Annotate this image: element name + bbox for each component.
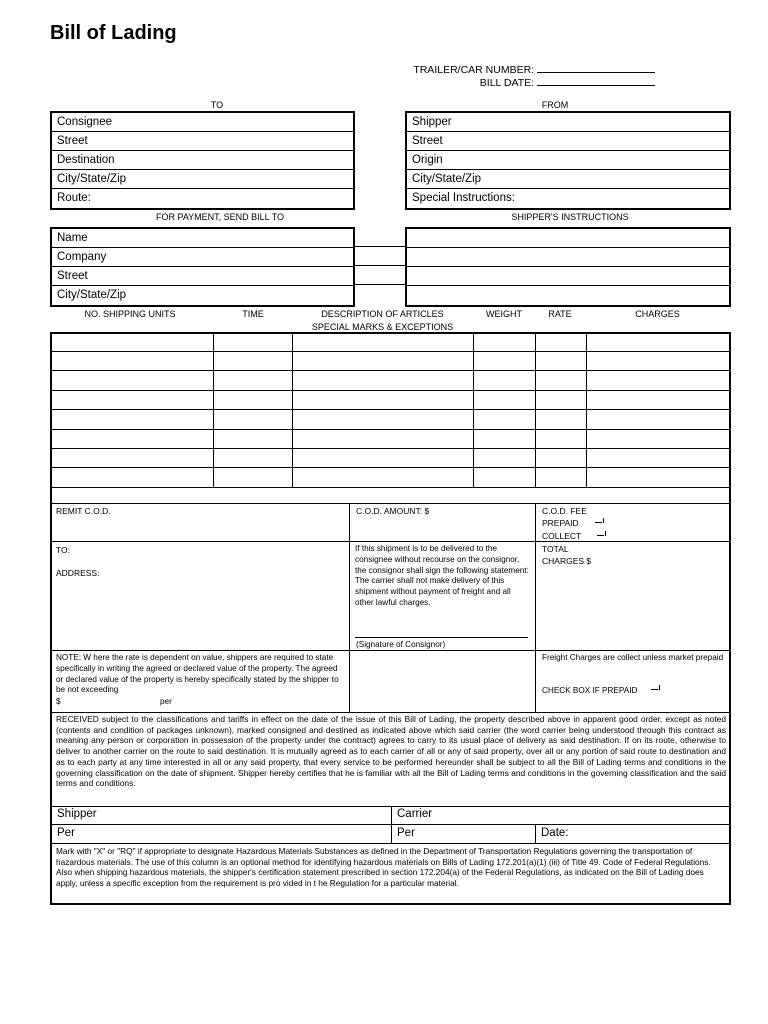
shipper-signature-field[interactable]: Shipper	[57, 808, 97, 820]
weight-column-header: WEIGHT	[486, 309, 522, 319]
consignor-signature-line[interactable]	[355, 637, 528, 638]
connector-line	[355, 265, 405, 266]
bill-to-city-field[interactable]: City/State/Zip	[57, 289, 127, 301]
consignor-statement: If this shipment is to be delivered to the consignee without recourse on the consignor, the consignor shall sign the following statement: The carrier shall not make delivery of this shipment without payment of freight and all other lawful charges.	[355, 544, 529, 607]
article-row-line	[51, 351, 730, 352]
shipper-instructions-box	[405, 227, 731, 307]
received-section-line	[51, 712, 730, 713]
signature-divider	[391, 806, 392, 843]
bill-to-street-field[interactable]: Street	[52, 267, 353, 286]
collect-label: COLLECT	[542, 531, 582, 541]
trailer-number-field[interactable]	[340, 62, 655, 76]
connector-line	[355, 246, 405, 247]
special-instructions-field[interactable]: Special Instructions:	[412, 192, 515, 204]
prepaid-checkbox-icon[interactable]	[595, 519, 604, 526]
destination-field[interactable]: Destination	[52, 151, 353, 170]
bill-to-name-field[interactable]: Name	[52, 229, 353, 248]
charges-column-header: CHARGES	[635, 309, 680, 319]
article-row-line	[51, 448, 730, 449]
payment-heading: FOR PAYMENT, SEND BILL TO	[155, 212, 285, 222]
freight-charges-note: Freight Charges are collect unless market prepaid	[542, 653, 724, 662]
signature-divider	[535, 824, 536, 843]
received-terms: RECEIVED subject to the classifications and tariffs in effect on the date of the issue of this Bill of Lading, the property described above in apparent good order, except as noted (contents and condition of packages unknown), marked consigned and destined as indicated above which said carrier (the word carrier being understood through this contract as meaning any person or corporation in possession of the property under the contract) agrees to carry to its usual place of delivery as said destination. If on its route, otherwise to deliver to another carrier on the route to said destination. It is mutually agreed as to each carrier of all or any of said property, over all or any portion of said route to destination and as to each party at any time interested in all or any said property, that every service to be performed hereunder shall be subject to all the Bill of Lading terms and conditions in the governing classification on the date of shipment. Shipper hereby certifies that he is familiar with all the Bill of Lading terms and conditions in the governing classification and the said terms and conditions.	[56, 714, 726, 789]
declared-value-dollar[interactable]: $	[56, 697, 61, 706]
carrier-per-field[interactable]: Per	[397, 827, 415, 839]
bill-date-field[interactable]	[340, 75, 655, 89]
cod-divider	[349, 503, 350, 712]
remit-cod-label[interactable]: REMIT C.O.D.	[56, 506, 111, 516]
total-charges-label[interactable]: CHARGES $	[542, 556, 592, 566]
check-prepaid-option[interactable]	[542, 686, 660, 697]
declared-value-per[interactable]: per	[160, 697, 172, 706]
instructions-line[interactable]	[407, 267, 729, 286]
shipper-street-field[interactable]: Street	[407, 132, 729, 151]
cod-collect-option[interactable]	[542, 531, 606, 542]
cod-prepaid-option[interactable]	[542, 518, 604, 529]
grid-column-line	[292, 333, 293, 488]
article-row-line	[51, 370, 730, 371]
from-heading: FROM	[541, 100, 569, 110]
page-title: Bill of Lading	[50, 22, 177, 44]
cod-section-line	[51, 503, 730, 504]
route-field[interactable]: Route:	[57, 192, 91, 204]
connector-line	[355, 284, 405, 285]
grid-column-line	[213, 333, 214, 488]
hazmat-notice: Mark with "X" or "RQ" if appropriate to designate Hazardous Materials Substances as defined in the Department of Transportation Regulations governing the transportation of hazardous materials. The use of this column is an optional method for identifying hazardous materials on Bills of Lading 172.201(a)(1) (iii) of Title 49. Code of Federal Regulations. Also when shipping hazardous materials, the shipper's certification statement prescribed in section 172.204(a) of the Federal Regulations, as indicated on the Bill of Lading does apply, unless a specific exception from the requirement is pro vided in t he Regulation for a particular material.	[56, 846, 711, 888]
total-label: TOTAL	[542, 544, 569, 554]
cod-address-label[interactable]: ADDRESS:	[56, 568, 100, 578]
consignee-city-field[interactable]: City/State/Zip	[52, 170, 353, 189]
consignee-field[interactable]: Consignee	[52, 113, 353, 132]
shipper-per-field[interactable]: Per	[57, 827, 75, 839]
trailer-number-line[interactable]	[537, 62, 655, 73]
instructions-line[interactable]	[407, 286, 729, 305]
date-field[interactable]: Date:	[541, 827, 569, 839]
cod-row-line	[51, 541, 730, 542]
article-row-line	[51, 429, 730, 430]
declared-value-note: NOTE: W here the rate is dependent on value, shippers are required to state specifically in writing the agreed or declared value of the property. The agreed or declared value of the property is hereby specifically stated by the shipper to be not exceeding	[56, 653, 339, 695]
article-row-line	[51, 409, 730, 410]
bill-date-label: BILL DATE:	[479, 77, 535, 89]
description-column-header: DESCRIPTION OF ARTICLES	[321, 309, 444, 319]
cod-fee-label: C.O.D. FEE	[542, 506, 587, 516]
prepaid-label: PREPAID	[542, 518, 579, 528]
grid-column-line	[535, 333, 536, 488]
instructions-line[interactable]	[407, 248, 729, 267]
cod-divider	[535, 503, 536, 712]
check-prepaid-label: CHECK BOX IF PREPAID	[542, 686, 638, 695]
bill-date-line[interactable]	[537, 75, 655, 86]
special-marks-subheader: SPECIAL MARKS & EXCEPTIONS	[311, 322, 454, 332]
cod-to-label[interactable]: TO:	[56, 545, 71, 555]
bill-to-company-field[interactable]: Company	[52, 248, 353, 267]
time-column-header: TIME	[242, 309, 264, 319]
trailer-number-label: TRAILER/CAR NUMBER:	[413, 64, 535, 76]
consignor-signature-label: (Signature of Consignor)	[356, 640, 446, 649]
origin-field[interactable]: Origin	[407, 151, 729, 170]
consignee-street-field[interactable]: Street	[52, 132, 353, 151]
signature-row-line	[51, 843, 730, 844]
to-heading: TO	[210, 100, 224, 110]
cod-amount-label[interactable]: C.O.D. AMOUNT: $	[356, 506, 430, 516]
article-row-line	[51, 390, 730, 391]
consignee-box	[50, 111, 355, 210]
article-row-line	[51, 487, 730, 488]
shipper-field[interactable]: Shipper	[407, 113, 729, 132]
instructions-line[interactable]	[407, 229, 729, 248]
bill-to-box	[50, 227, 355, 307]
instructions-heading: SHIPPER'S INSTRUCTIONS	[511, 212, 629, 222]
rate-column-header: RATE	[548, 309, 572, 319]
carrier-signature-field[interactable]: Carrier	[397, 808, 433, 820]
check-prepaid-checkbox-icon[interactable]	[651, 686, 660, 693]
units-column-header: NO. SHIPPING UNITS	[84, 309, 176, 319]
shipper-box	[405, 111, 731, 210]
shipper-city-field[interactable]: City/State/Zip	[407, 170, 729, 189]
grid-column-line	[473, 333, 474, 488]
grid-column-line	[586, 333, 587, 488]
collect-checkbox-icon[interactable]	[597, 532, 606, 539]
article-row-line	[51, 467, 730, 468]
